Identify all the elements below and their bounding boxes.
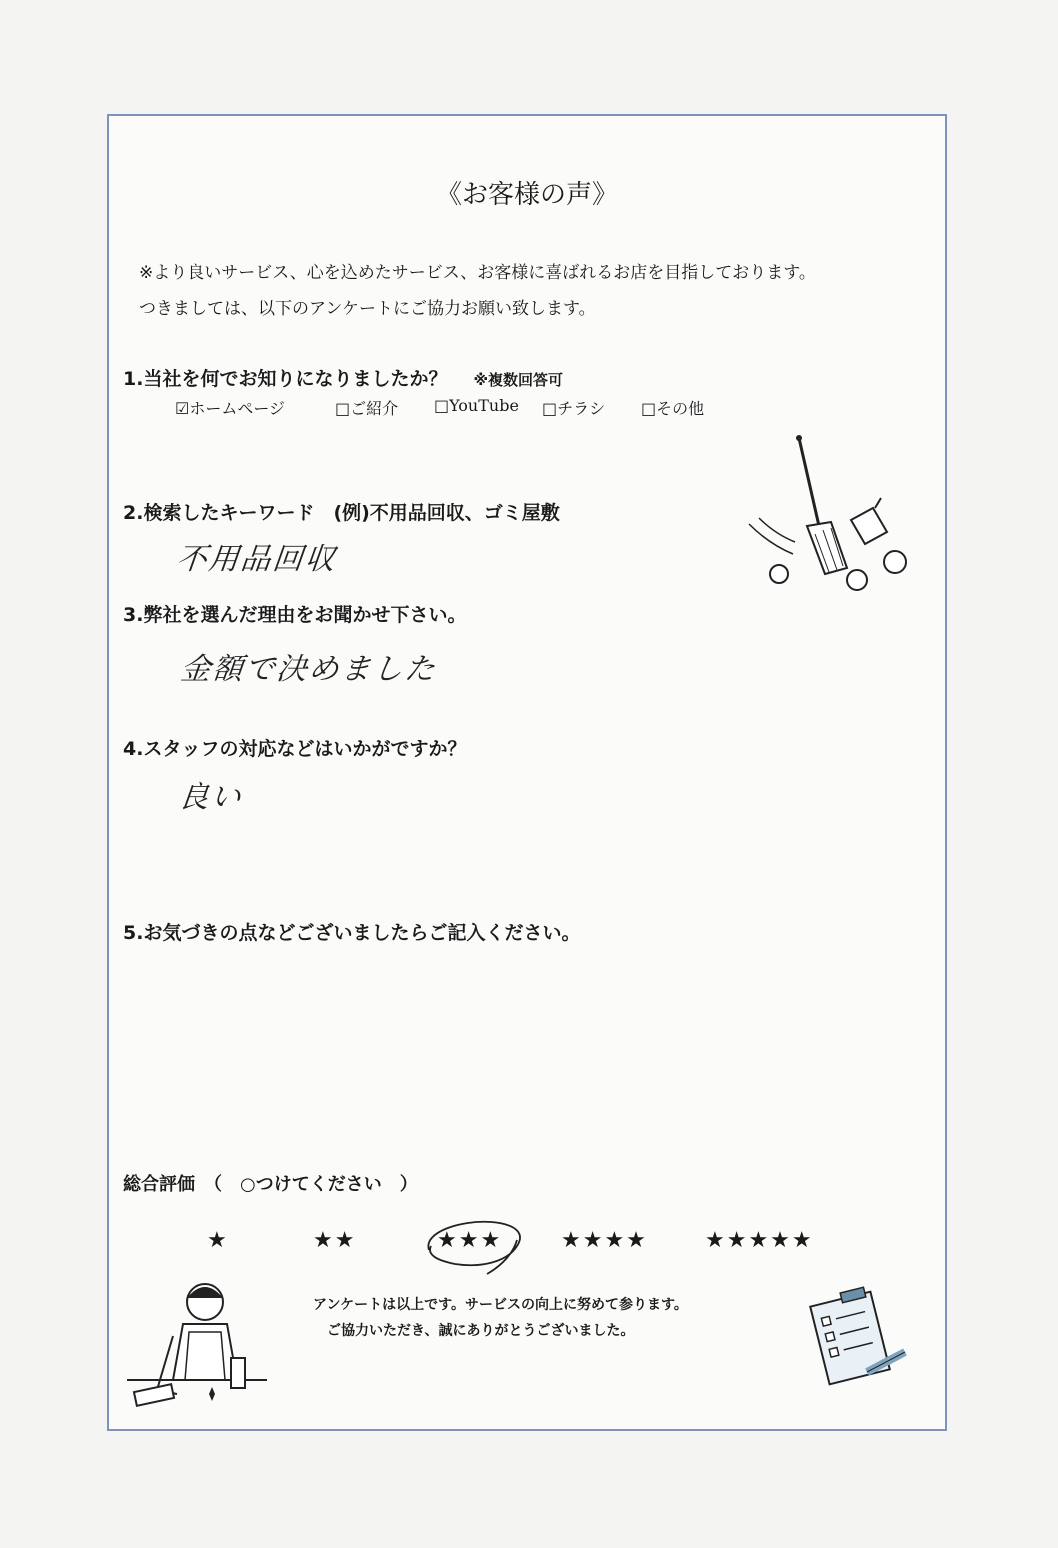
- question-1-note: ※複数回答可: [473, 371, 564, 389]
- option-homepage[interactable]: ☑ホームページ: [175, 399, 286, 418]
- cleaning-staff-illustration: [127, 1276, 277, 1416]
- question-1: [123, 364, 563, 391]
- rating-label: 総合評価 （ ○つけてください ）: [123, 1174, 418, 1195]
- intro-line-2: つきましては、以下のアンケートにご協力お願い致します。: [139, 299, 596, 319]
- broom-dustpan-illustration: [739, 434, 919, 594]
- question-3-answer[interactable]: 金額で決めました: [178, 652, 439, 687]
- option-referral[interactable]: □ご紹介: [335, 399, 399, 418]
- question-2-answer[interactable]: 不用品回収: [174, 542, 339, 577]
- rating-2-star[interactable]: ★★: [313, 1228, 357, 1253]
- rating-3-star[interactable]: ★★★: [437, 1228, 503, 1253]
- question-2-label: 2.検索したキーワード (例)不用品回収、ゴミ屋敷: [123, 502, 560, 524]
- rating-4-star[interactable]: ★★★★: [561, 1228, 648, 1253]
- page-title: 《お客様の声》: [435, 180, 618, 210]
- question-4-label: 4.スタッフの対応などはいかがですか？: [123, 738, 467, 760]
- rating-5-star[interactable]: ★★★★★: [705, 1228, 814, 1253]
- closing-line-1: アンケートは以上です。サービスの向上に努めて参ります。: [313, 1297, 688, 1313]
- intro-line-1: ※より良いサービス、心を込めたサービス、お客様に喜ばれるお店を目指しております。: [139, 263, 816, 283]
- rating-selection-circle: [421, 1210, 527, 1276]
- question-4-answer[interactable]: 良い: [176, 780, 245, 815]
- option-youtube[interactable]: □YouTube: [434, 396, 519, 415]
- rating-1-star[interactable]: ★: [207, 1228, 229, 1253]
- survey-sheet: [107, 114, 947, 1431]
- clipboard-checklist-illustration: [805, 1286, 915, 1396]
- question-1-label: 1.当社を何でお知りになりましたか？: [123, 368, 448, 390]
- closing-line-2: ご協力いただき、誠にありがとうございました。: [327, 1323, 635, 1339]
- option-other[interactable]: □その他: [641, 399, 705, 418]
- question-5-label: 5.お気づきの点などございましたらご記入ください。: [123, 922, 581, 944]
- option-flyer[interactable]: □チラシ: [542, 399, 606, 418]
- question-3-label: 3.弊社を選んだ理由をお聞かせ下さい。: [123, 604, 467, 626]
